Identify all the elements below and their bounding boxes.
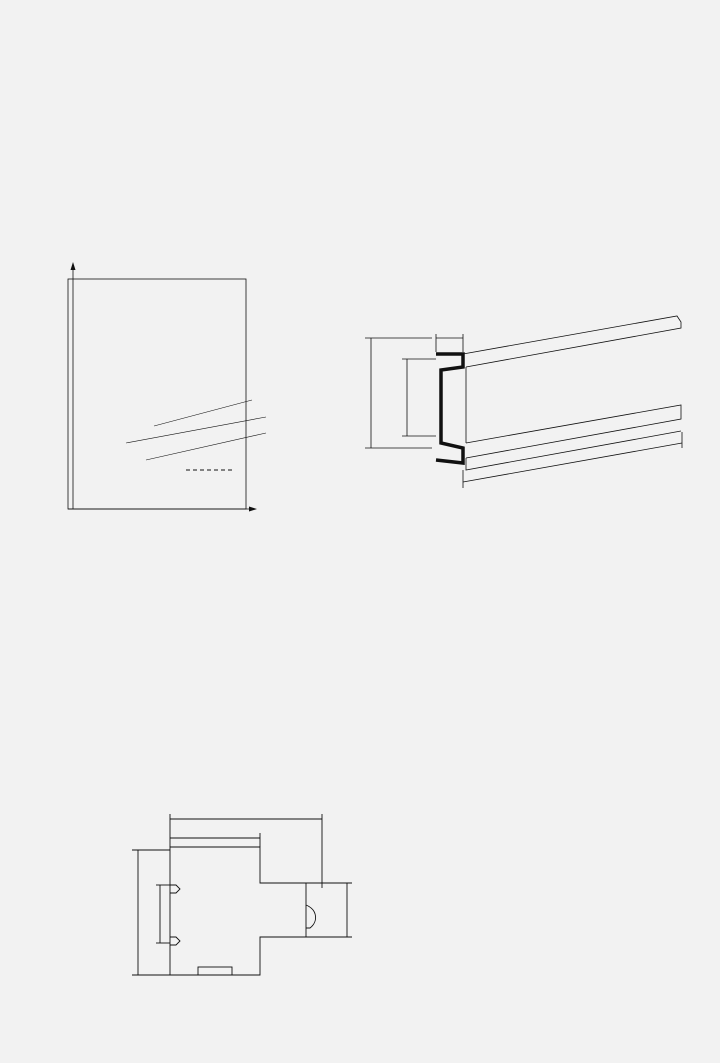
rail-bottom-flange xyxy=(466,405,681,458)
x-axis-arrow-icon xyxy=(249,507,257,512)
curve-red-upper xyxy=(101,279,171,408)
curve-red-lower xyxy=(140,452,247,480)
rail-top-flange xyxy=(463,316,681,367)
characteristic-curve-chart xyxy=(68,262,266,512)
curve-blue-lower xyxy=(126,463,183,477)
curve-blue-upper xyxy=(92,279,168,426)
clip-top xyxy=(170,885,180,893)
side-outline xyxy=(170,847,306,975)
d-type-leader xyxy=(146,433,266,460)
bottom-latch xyxy=(198,967,232,975)
din-rail-drawing xyxy=(365,316,682,488)
side-lever xyxy=(306,905,316,928)
rail-profile xyxy=(436,354,463,463)
rail-bottom-lip xyxy=(466,431,681,470)
dim-length xyxy=(463,443,682,482)
chart-frame xyxy=(68,279,246,509)
c-type-leader xyxy=(126,417,266,443)
side-view-drawing xyxy=(132,814,352,975)
y-axis-arrow-icon xyxy=(71,262,76,270)
clip-bottom xyxy=(170,937,180,945)
